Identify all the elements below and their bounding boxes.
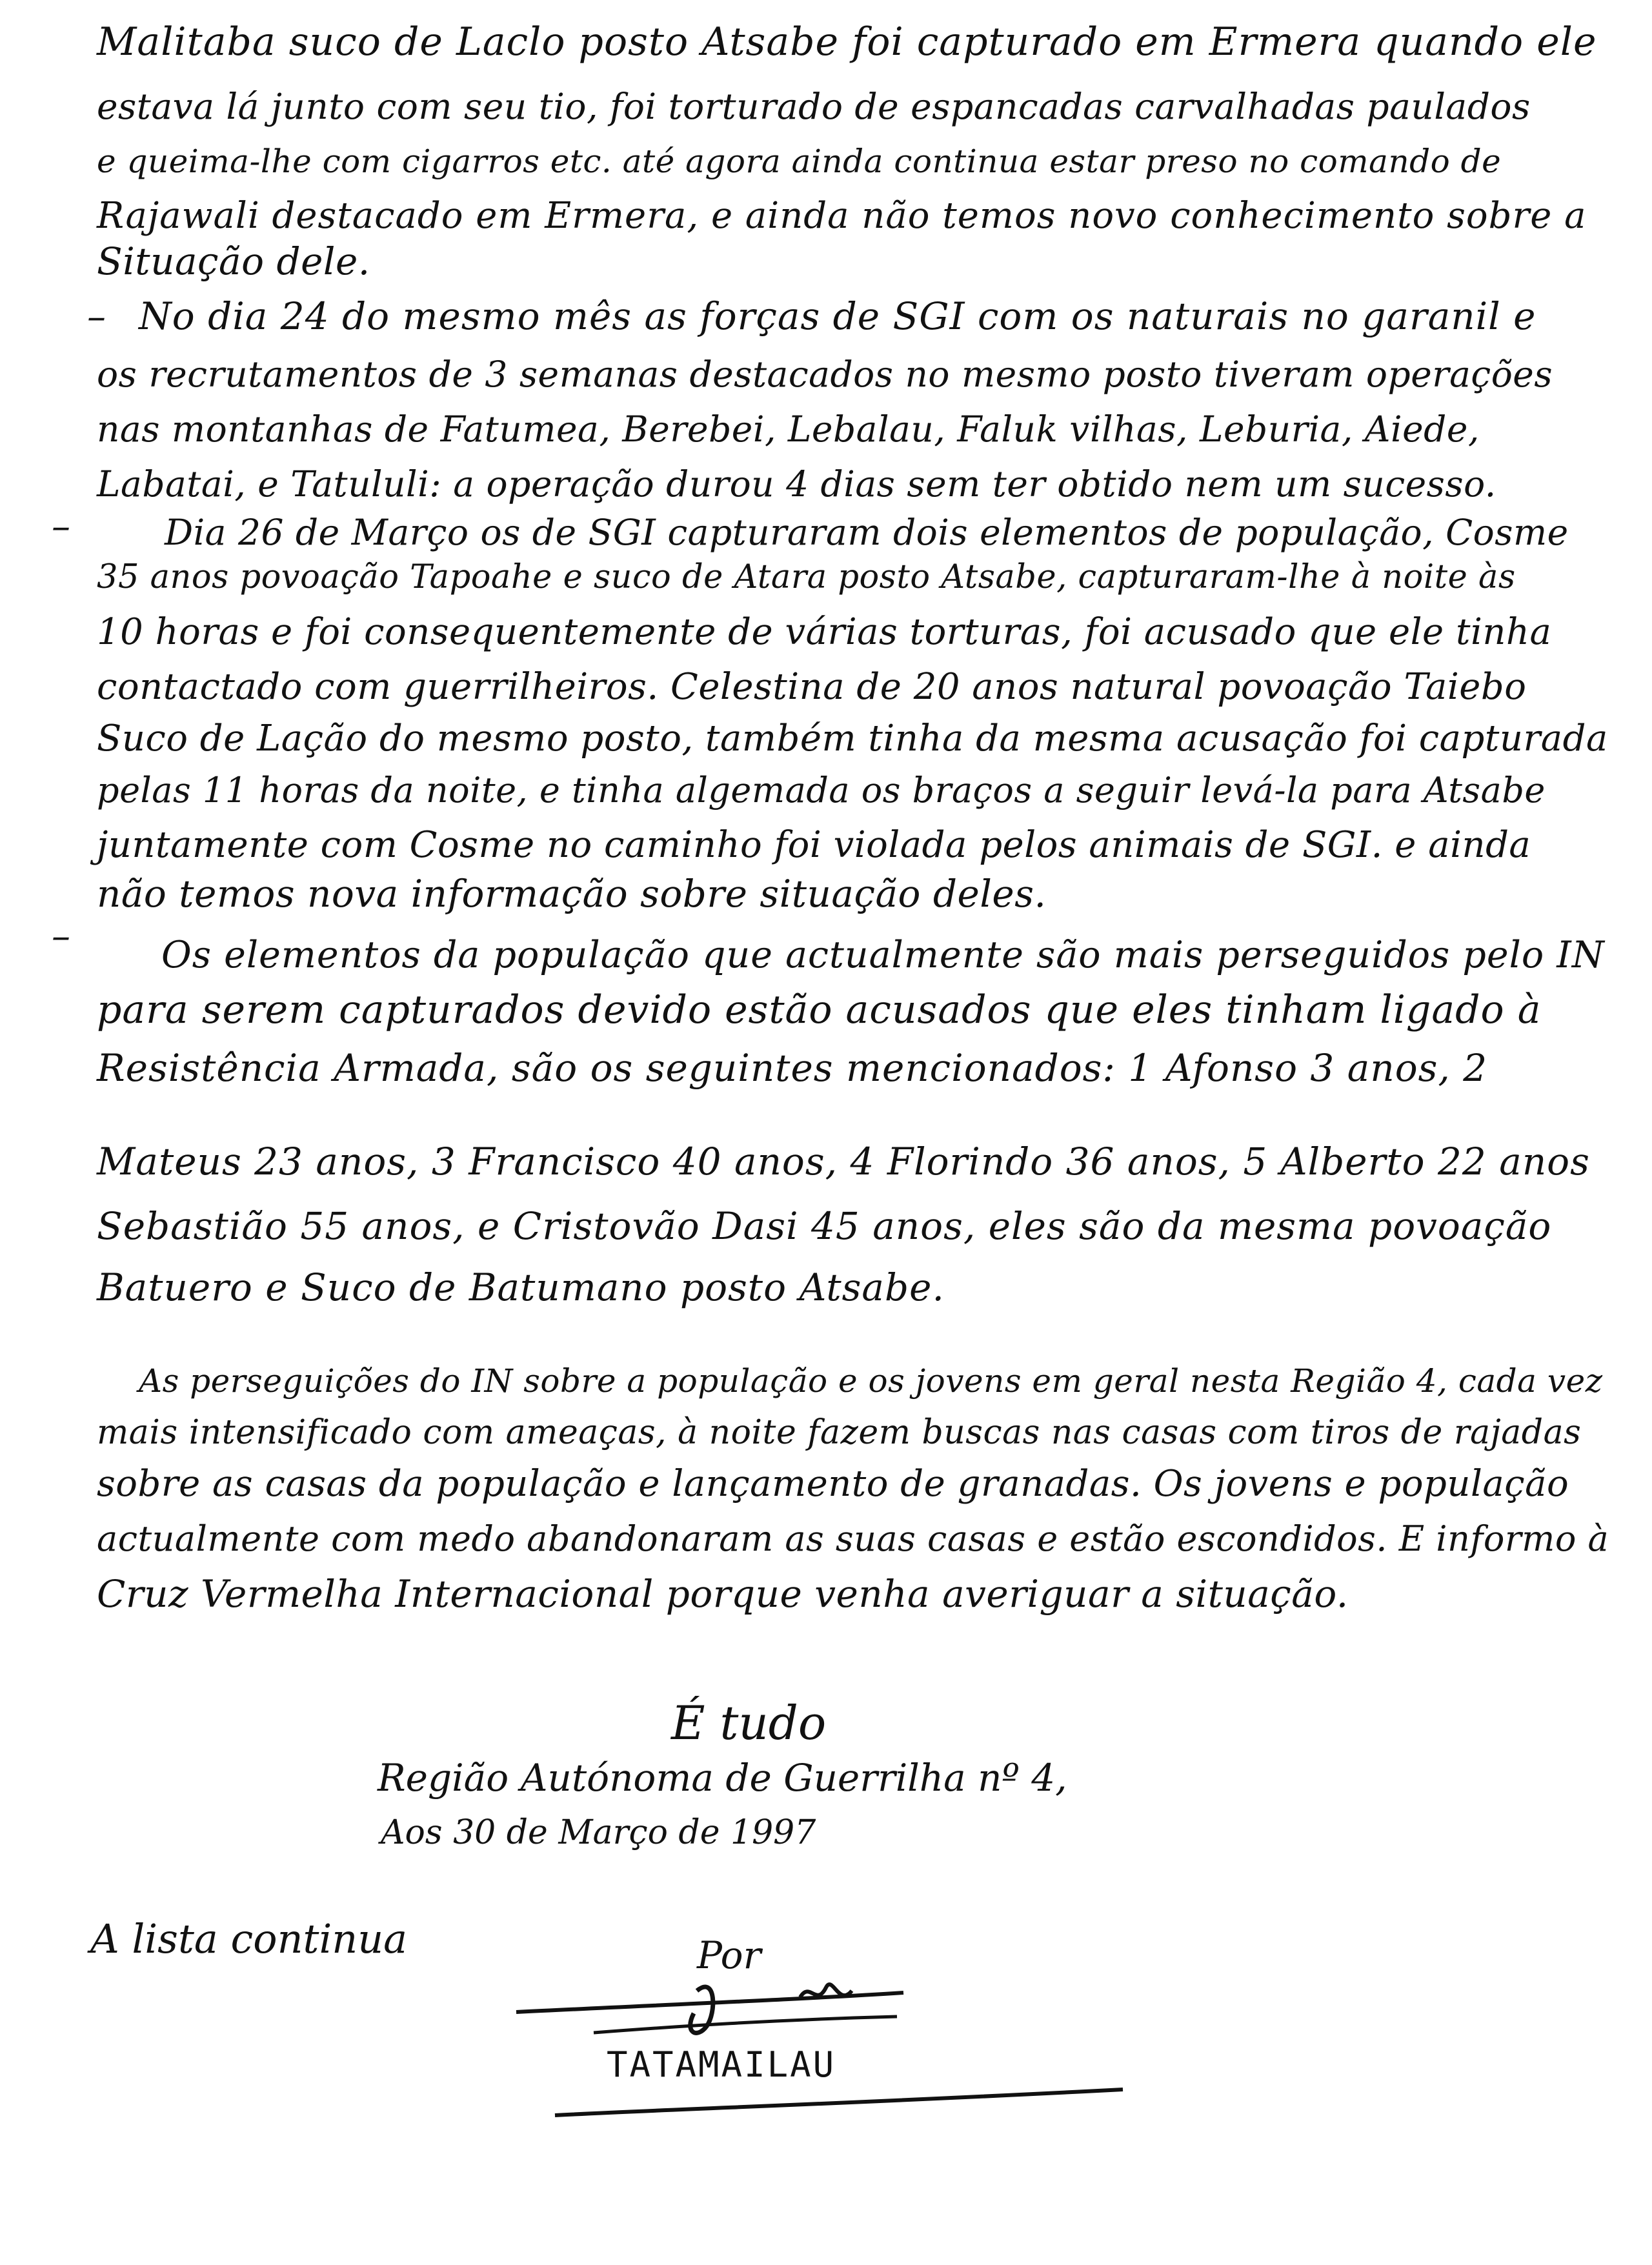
letter-line-19: para serem capturados devido estão acusados que eles tinham ligado à [97,987,1542,1032]
letter-line-11: 35 anos povoação Tapoahe e suco de Atara posto Atsabe, capturaram-lhe à noite às [97,558,1516,596]
paragraph-dash-1: – [87,294,106,338]
letter-line-26: sobre as casas da população e lançamento de granadas. Os jovens e população [97,1463,1569,1505]
letter-line-22: Sebastião 55 anos, e Cristovão Dasi 45 anos, eles são da mesma povoação [97,1204,1552,1248]
letter-line-3: e queima-lhe com cigarros etc. até agora ainda continua estar preso no comando de [97,143,1502,180]
letter-line-25: mais intensificado com ameaças, à noite fazem buscas nas casas com tiros de rajadas [97,1413,1582,1452]
letter-line-10: Dia 26 de Março os de SGI capturaram dois elementos de população, Cosme [165,512,1569,553]
letter-line-1: Malitaba suco de Laclo posto Atsabe foi capturado em Ermera quando ele [97,19,1597,65]
letter-line-5: Situação dele. [97,239,370,283]
letter-line-20: Resistência Armada, são os seguintes mencionados: 1 Afonso 3 anos, 2 [97,1046,1488,1090]
letter-line-12: 10 horas e foi consequentemente de várias torturas, foi acusado que ele tinha [97,611,1552,653]
margin-note-list-continues: A lista continua [90,1915,408,1962]
letter-line-2: estava lá junto com seu tio, foi torturado de espancadas carvalhadas paulados [97,86,1531,127]
letter-line-21: Mateus 23 anos, 3 Francisco 40 anos, 4 Florindo 36 anos, 5 Alberto 22 anos [97,1140,1590,1183]
closing-by: Por [697,1933,761,1977]
signer-name: TATAMAILAU [607,2044,836,2085]
letter-line-4: Rajawali destacado em Ermera, e ainda não temos novo conhecimento sobre a [97,195,1587,237]
letter-line-15: pelas 11 horas da noite, e tinha algemada os braços a seguir levá-la para Atsabe [97,770,1546,810]
closing-date: Aos 30 de Março de 1997 [381,1813,816,1852]
letter-line-9: Labatai, e Tatululi: a operação durou 4 dias sem ter obtido nem um sucesso. [97,463,1496,505]
letter-line-8: nas montanhas de Fatumea, Berebei, Lebalau, Faluk vilhas, Leburia, Aiede, [97,408,1480,450]
letter-line-13: contactado com guerrilheiros. Celestina de 20 anos natural povoação Taiebo [97,666,1527,708]
letter-line-17: não temos nova informação sobre situação deles. [97,872,1047,916]
paragraph-dash-2: – [52,504,70,548]
letter-line-16: juntamente com Cosme no caminho foi violada pelos animais de SGI. e ainda [97,824,1531,866]
letter-line-27: actualmente com medo abandonaram as suas casas e estão escondidos. E informo à [97,1518,1609,1559]
closing-end-word: É tudo [671,1696,827,1750]
letter-line-7: os recrutamentos de 3 semanas destacados no mesmo posto tiveram operações [97,354,1553,395]
letter-line-28: Cruz Vermelha Internacional porque venha averiguar a situação. [97,1572,1349,1616]
letter-line-24: As perseguições do IN sobre a população e os jovens em geral nesta Região 4, cada vez [139,1362,1603,1400]
closing-organization: Região Autónoma de Guerrilha nº 4, [378,1756,1067,1800]
letter-line-23: Batuero e Suco de Batumano posto Atsabe. [97,1265,945,1309]
letter-line-18: Os elementos da população que actualmente são mais perseguidos pelo IN [161,934,1605,976]
letter-line-6: No dia 24 do mesmo mês as forças de SGI com os naturais no garanil e [139,294,1536,338]
letter-line-14: Suco de Lação do mesmo posto, também tinha da mesma acusação foi capturada [97,718,1608,760]
paragraph-dash-3: – [52,914,70,958]
